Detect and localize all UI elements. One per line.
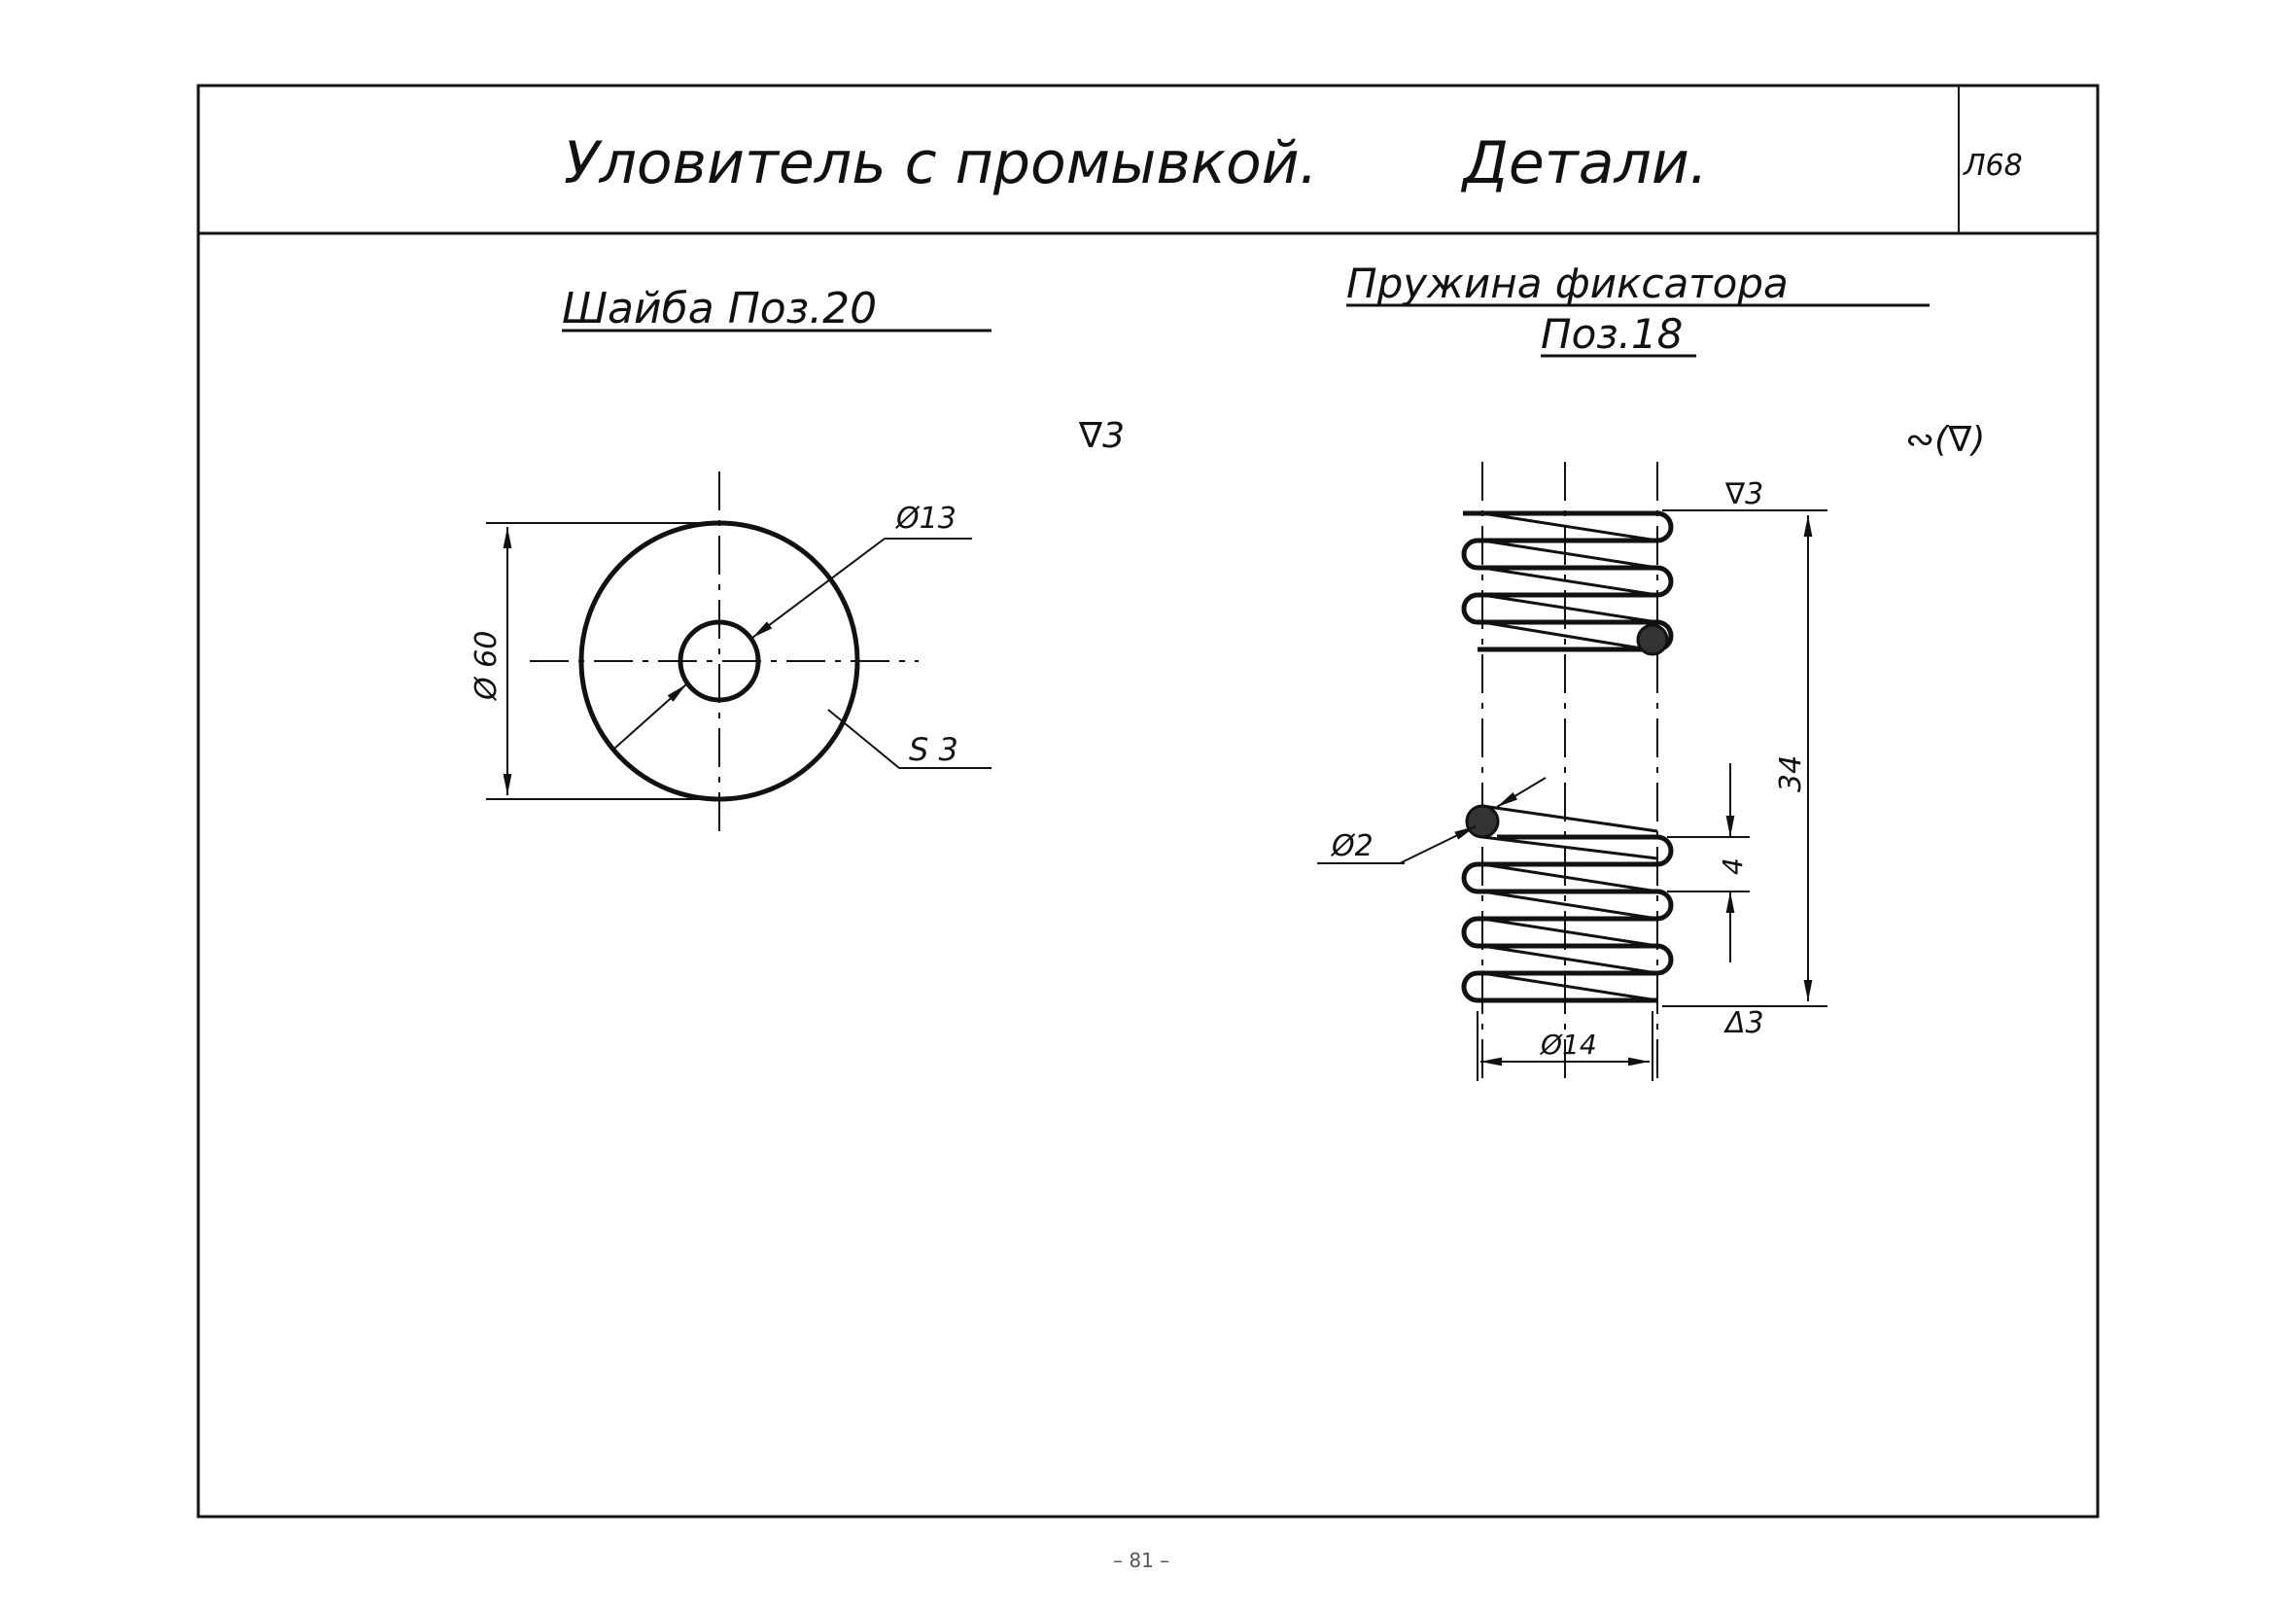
washer-outer-diameter-label: Ø 60 — [470, 630, 504, 700]
spring-heading-line2: Поз.18 — [1541, 310, 1684, 358]
spring-bottom-roughness: Δ3 — [1725, 1006, 1764, 1040]
spring-diameter-label: Ø14 — [1541, 1029, 1597, 1061]
washer-heading: Шайба Поз.20 — [562, 284, 878, 333]
spring-wire-section-top — [1638, 625, 1667, 654]
spring-wire-section-bottom — [1467, 806, 1498, 837]
spring-drawing — [1317, 260, 1985, 1081]
spring-length-label: 34 — [1774, 754, 1808, 792]
spring-pitch-label: 4 — [1717, 857, 1749, 875]
spring-wire-leader-upper — [1497, 778, 1546, 807]
washer-drawing — [470, 284, 1125, 836]
spring-upper-coils — [1463, 513, 1671, 654]
washer-inner-leader-lower — [614, 684, 686, 749]
sheet-code: Л68 — [1964, 149, 2023, 183]
washer-inner-diameter-label: Ø13 — [896, 502, 957, 536]
sheet-title: Уловитель с промывкой. — [564, 129, 1318, 197]
spring-wire-leader — [1400, 826, 1476, 863]
spring-wire-label: Ø2 — [1332, 829, 1374, 863]
spring-top-roughness: ∇3 — [1725, 477, 1764, 511]
sheet-frame — [198, 86, 2098, 1517]
page-number: – 81 – — [1113, 1549, 1170, 1572]
washer-thickness-label: S 3 — [909, 731, 958, 768]
washer-thickness-leader — [828, 710, 899, 768]
sheet-title-tail: Детали. — [1463, 129, 1708, 197]
washer-inner-leader-upper — [752, 539, 885, 638]
spring-general-roughness: ∾(∇) — [1905, 420, 1986, 460]
washer-roughness: ∇3 — [1079, 416, 1125, 456]
spring-lower-coils — [1464, 806, 1671, 1000]
spring-heading-line1: Пружина фиксатора — [1346, 260, 1789, 307]
